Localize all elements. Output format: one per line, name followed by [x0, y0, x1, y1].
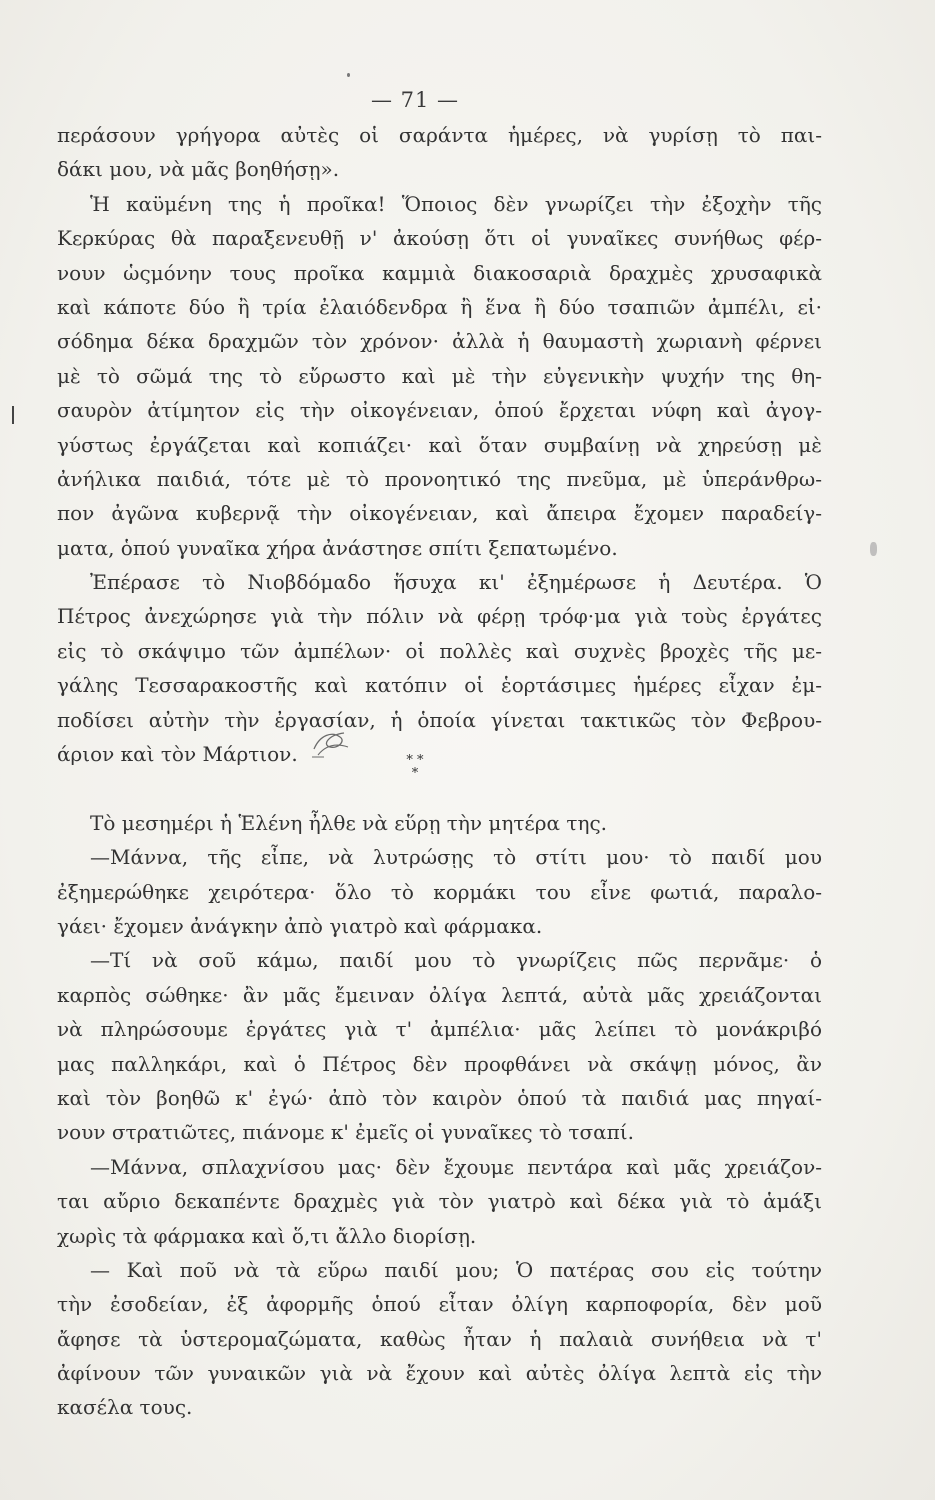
text-line: εἰς τὸ σκάψιμο τῶν ἀμπέλων· οἱ πολλὲς καὶ συχνὲς βροχὲς τῆς με-: [57, 638, 822, 663]
text-line: καὶ κάποτε δύο ἢ τρία ἐλαιόδενδρα ἢ ἕνα ἢ δύο τσαπιῶν ἀμπέλι, εἰ·: [57, 294, 822, 319]
text-line: ματα, ὁπού γυναῖκα χήρα ἀνάστησε σπίτι ξεπατωμένο.: [57, 535, 618, 560]
text-line: γάει· ἔχομεν ἀνάγκην ἀπὸ γιατρὸ καὶ φάρμακα.: [57, 913, 543, 938]
text-line: Ἐπέρασε τὸ Νιοβδόμαδο ἥσυχα κι' ἐξημέρωσε ἡ Δευτέρα. Ὁ: [90, 570, 822, 595]
text-line: Πέτρος ἀνεχώρησε γιὰ τὴν πόλιν νὰ φέρῃ τρόφ·μα γιὰ τοὺς ἐργάτες: [57, 604, 822, 629]
text-line: ται αὔριο δεκαπέντε δραχμὲς γιὰ τὸν γιατρὸ καὶ δέκα γιὰ τὸ ἁμάξι: [57, 1189, 822, 1214]
text-line: κασέλα τους.: [57, 1395, 193, 1420]
text-line: άριον καὶ τὸν Μάρτιον.: [57, 742, 298, 767]
text-line: χωρὶς τὰ φάρμακα καὶ ὅ,τι ἄλλο διορίσῃ.: [57, 1223, 477, 1248]
text-line: νουν στρατιῶτες, πιάνομε κ' ἐμεῖς οἱ γυναῖκες τὸ τσαπί.: [57, 1120, 634, 1145]
text-line: —Τί νὰ σοῦ κάμω, παιδί μου τὸ γνωρίζεις πῶς περνᾶμε· ὁ: [90, 948, 822, 973]
text-line: νουν ὡςμόνην τους προῖκα καμμιὰ διακοσαριὰ δραχμὲς χρυσαφικὰ: [57, 260, 822, 285]
text-line: καὶ τὸν βοηθῶ κ' ἐγώ· ἀπὸ τὸν καιρὸν ὁπού τὰ παιδιά μας πηγαί-: [57, 1085, 822, 1110]
text-line: —Μάννα, τῆς εἶπε, νὰ λυτρώσῃς τὸ στίτι μου· τὸ παιδί μου: [90, 845, 822, 870]
ink-smudge: [870, 542, 877, 556]
text-line: δάκι μου, νὰ μᾶς βοηθήσῃ».: [57, 157, 340, 182]
pen-scribble: [310, 727, 352, 763]
text-line: — Καὶ ποῦ νὰ τὰ εὕρω παιδί μου; Ὁ πατέρας σου εἰς τούτην: [90, 1257, 822, 1282]
text-line: ποδίσει αὐτὴν τὴν ἐργασίαν, ἡ ὁποία γίνεται τακτικῶς τὸν Φεβρου-: [57, 707, 822, 732]
text-line: Κερκύρας θὰ παραξενευθῇ ν' ἀκούσῃ ὅτι οἱ γυναῖκες συνήθως φέρ-: [57, 226, 822, 251]
text-line: Τὸ μεσημέρι ἡ Ἑλένη ἦλθε νὰ εὕρῃ τὴν μητέρα της.: [90, 810, 608, 835]
section-ornament-stars: * *: [406, 753, 424, 768]
text-line: ἀφίνουν τῶν γυναικῶν γιὰ νὰ ἔχουν καὶ αὐτὲς ὀλίγα λεπτὰ εἰς τὴν: [57, 1361, 822, 1386]
print-speck: [347, 73, 350, 77]
text-line: ἐξημερώθηκε χειρότερα· ὅλο τὸ κορμάκι του εἶνε φωτιά, παραλο-: [57, 879, 822, 904]
text-line: περάσουν γρήγορα αὐτὲς οἱ σαράντα ἡμέρες, νὰ γυρίσῃ τὸ παι-: [57, 123, 822, 147]
text-line: πον ἀγῶνα κυβερνᾷ τὴν οἰκογένειαν, καὶ ἄπειρα ἔχομεν παραδείγ-: [57, 501, 822, 526]
text-line: ἀνήλικα παιδιά, τότε μὲ τὸ προνοητικό της πνεῦμα, μὲ ὑπεράνθρω-: [57, 466, 822, 491]
text-line: τὴν ἐσοδείαν, ἐξ ἀφορμῆς ὁπού εἶταν ὀλίγη καρποφορία, δὲν μοῦ: [57, 1292, 822, 1317]
text-line: γάλης Τεσσαρακοστῆς καὶ κατόπιν οἱ ἑορτάσιμες ἡμέρες εἶχαν ἐμ-: [57, 673, 822, 698]
text-line: νὰ πληρώσουμε ἐργάτες γιὰ τ' ἀμπέλια· μᾶς λείπει τὸ μονάκριβό: [57, 1017, 822, 1042]
text-line: ἄφησε τὰ ὑστερομαζώματα, καθὼς ἦταν ἡ παλαιὰ συνήθεια νὰ τ': [57, 1326, 822, 1351]
text-line: —Μάννα, σπλαχνίσου μας· δὲν ἔχουμε πεντάρα καὶ μᾶς χρειάζον-: [90, 1154, 822, 1179]
page-number: — 71 —: [370, 88, 460, 112]
text-line: γύστως ἐργάζεται καὶ κοπιάζει· καὶ ὅταν συμβαίνῃ νὰ χηρεύσῃ μὲ: [57, 432, 822, 457]
margin-mark: [12, 406, 14, 424]
text-line: σαυρὸν ἀτίμητον εἰς τὴν οἰκογένειαν, ὁπού ἔρχεται νύφη καὶ ἀγογ-: [57, 398, 822, 423]
text-line: σόδημα δέκα δραχμῶν τὸν χρόνον· ἀλλὰ ἡ θαυμαστὴ χωριανὴ φέρνει: [57, 329, 822, 354]
text-line: καρπὸς σώθηκε· ἂν μᾶς ἔμειναν ὀλίγα λεπτά, αὐτὰ μᾶς χρειάζονται: [57, 982, 822, 1007]
text-line: μὲ τὸ σῶμά της τὸ εὔρωστο καὶ μὲ τὴν εὐγενικὴν ψυχήν της θη-: [57, 363, 822, 388]
text-line: μας παλληκάρι, καὶ ὁ Πέτρος δὲν προφθάνει νὰ σκάψῃ μόνος, ἂν: [57, 1051, 822, 1076]
section-ornament-star: *: [411, 766, 419, 781]
text-line: Ἡ καϋμένη της ἡ προῖκα! Ὅποιος δὲν γνωρίζει τὴν ἐξοχὴν τῆς: [90, 191, 822, 216]
